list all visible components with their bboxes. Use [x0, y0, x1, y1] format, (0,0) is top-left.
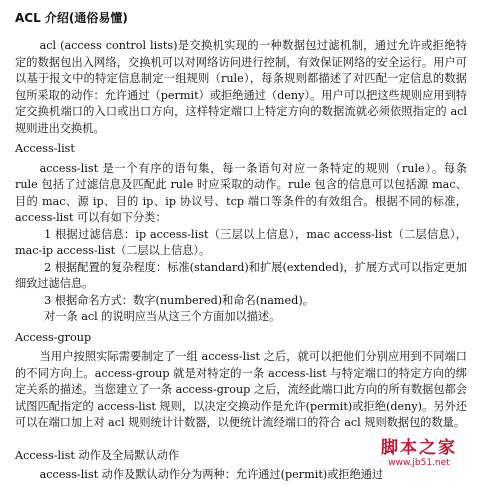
classification-item-2: 2 根据配置的复杂程度：标准(standard)和扩展(extended)，扩展方式可以指定更加细致过滤信息。 — [15, 260, 467, 290]
section-heading-access-group: Access-group — [15, 330, 92, 344]
access-group-paragraph: 当用户按照实际需要制定了一组 access-list 之后，就可以把他们分别应用到不同端口的不同方向上。access-group 就是对特定的一条 access-list 与特定端口的特定方向的绑定关系的描述。当您建立了一条 access-group 之后，流经此端口此方向的所有数据包都会试图匹配指定的 access-list 规则，以决定交换动作是允许(permit)或拒绝(deny)。另外还可以在端口加上对 acl 规则统计计数器，以便统计流经端口的符合 acl 规则数据包的数量。 — [15, 350, 467, 429]
classification-note: 对一条 acl 的说明应当从这三个方面加以描述。 — [44, 310, 281, 323]
watermark-logo-text: 脚本之家 — [381, 438, 457, 458]
classification-item-3: 3 根据命名方式：数字(numbered)和命名(named)。 — [44, 293, 314, 307]
intro-paragraph: acl (access control lists)是交换机实现的一种数据包过滤机制，通过允许或拒绝特定的数据包出入网络，交换机可以对网络访问进行控制，有效保证网络的安全运行。用户可以基于报文中的特定信息制定一组规则（rule），每条规则都描述了对匹配一定信息的数据包所采取的动作：允许通过（permit）或拒绝通过（deny）。用户可以把这些规则应用到特定交换机端口的入口或出口方向，这样特定端口上特定方向的数据流就必须依照指定的 acl 规则进出交换机。 — [15, 39, 467, 135]
default-action-paragraph: access-list 动作及默认动作分为两种：允许通过(permit)或拒绝通过 — [39, 468, 384, 481]
section-heading-access-list: Access-list — [15, 142, 75, 155]
watermark-url: www.jb51.net — [388, 458, 450, 468]
access-list-paragraph: access-list 是一个有序的语句集，每一条语句对应一条特定的规则（rule）。每条 rule 包括了过滤信息及匹配此 rule 时应采取的动作。rule 包含的信息可以包括源 mac、目的 mac、源 ip、目的 ip、ip 协议号、tcp 端口等条件的有效组合。根据不同的标准，access-list 可以有如下分类： — [15, 161, 467, 224]
classification-item-1: 1 根据过滤信息：ip access-list（三层以上信息），mac access-list（二层信息），mac-ip access-list（二层以上信息）。 — [15, 227, 467, 257]
document-body — [15, 38, 467, 484]
site-watermark — [360, 440, 478, 480]
section-heading-default-action: Access-list 动作及全局默认动作 — [15, 448, 180, 462]
document-title: ACL 介绍(通俗易懂) — [15, 11, 128, 25]
